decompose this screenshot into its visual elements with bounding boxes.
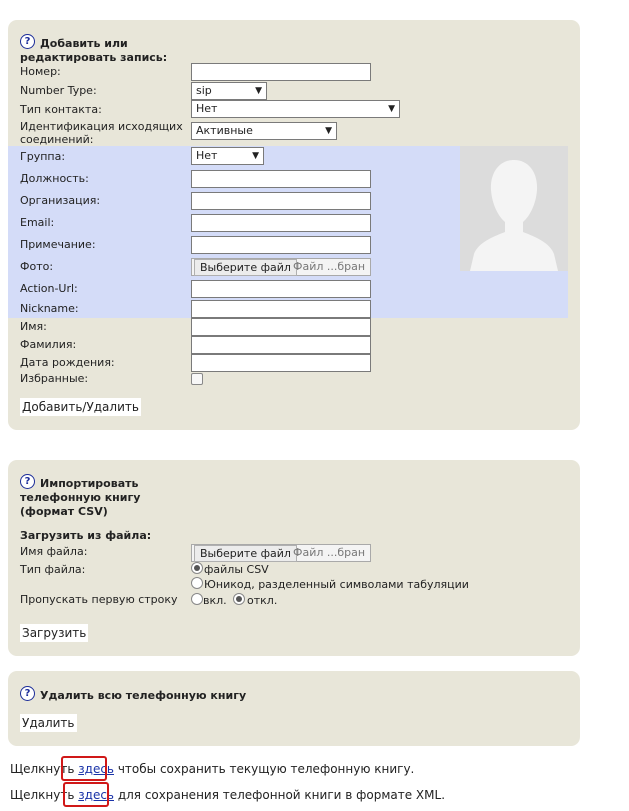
position-input[interactable]	[191, 170, 371, 188]
nickname-label: Nickname:	[20, 302, 79, 315]
email-input[interactable]	[191, 214, 371, 232]
photo-file-input[interactable]	[191, 258, 371, 276]
help-icon[interactable]: ?	[20, 474, 35, 489]
choose-file-button[interactable]: Выберите файл	[194, 259, 297, 276]
add-record-title: Добавить или редактировать запись:	[20, 37, 168, 64]
annotation-highlight-box	[61, 756, 107, 781]
footer-prefix: Щелкнуть	[10, 762, 75, 776]
outgoing-id-label: Идентификация исходящих соединений:	[20, 120, 183, 146]
first-name-input[interactable]	[191, 318, 371, 336]
chevron-down-icon: ▼	[388, 104, 395, 114]
footer-prefix: Щелкнуть	[10, 788, 75, 802]
footer-suffix: чтобы сохранить текущую телефонную книгу.	[117, 762, 415, 776]
footer-suffix: для сохранения телефонной книги в формате XML.	[117, 788, 446, 802]
skip-on-label: вкл.	[203, 594, 227, 607]
file-name-label: Имя файла:	[20, 545, 88, 558]
contact-type-label: Тип контакта:	[20, 103, 102, 116]
last-name-input[interactable]	[191, 336, 371, 354]
skip-off-radio[interactable]	[233, 593, 245, 605]
first-name-label: Имя:	[20, 320, 47, 333]
import-title: Импортировать телефонную книгу (формат CSV)	[20, 477, 141, 518]
organization-label: Организация:	[20, 194, 101, 207]
help-icon[interactable]: ?	[20, 34, 35, 49]
help-icon[interactable]: ?	[20, 686, 35, 701]
contact-photo	[460, 146, 568, 271]
unicode-radio[interactable]	[191, 577, 203, 589]
file-name-text: Файл ...бран	[293, 260, 366, 273]
favorites-checkbox[interactable]	[191, 373, 203, 385]
number-type-select[interactable]	[191, 82, 267, 100]
outgoing-id-select[interactable]	[191, 122, 337, 140]
email-label: Email:	[20, 216, 55, 229]
skip-on-radio[interactable]	[191, 593, 203, 605]
import-subtitle: Загрузить из файла:	[20, 529, 152, 542]
skip-first-row-label: Пропускать первую строку	[20, 593, 178, 606]
file-type-label: Тип файла:	[20, 563, 86, 576]
action-url-label: Action-Url:	[20, 282, 78, 295]
number-label: Номер:	[20, 65, 61, 78]
chevron-down-icon: ▼	[325, 126, 332, 136]
number-type-value: sip	[196, 84, 212, 97]
nickname-input[interactable]	[191, 300, 371, 318]
add-delete-button[interactable]: Добавить/Удалить	[22, 400, 139, 414]
chevron-down-icon: ▼	[252, 151, 259, 161]
note-input[interactable]	[191, 236, 371, 254]
skip-off-label: откл.	[247, 594, 278, 607]
organization-input[interactable]	[191, 192, 371, 210]
delete-title: Удалить всю телефонную книгу	[40, 689, 247, 702]
save-phonebook-link[interactable]: здесь	[78, 762, 114, 776]
outgoing-id-value: Активные	[196, 124, 253, 137]
import-file-input[interactable]	[191, 544, 371, 562]
birthday-input[interactable]	[191, 354, 371, 372]
csv-option-label: файлы CSV	[204, 563, 269, 576]
group-label: Группа:	[20, 150, 66, 163]
choose-file-button[interactable]: Выберите файл	[194, 545, 297, 562]
contact-type-value: Нет	[196, 102, 218, 115]
unicode-option-label: Юникод, разделенный символами табуляции	[204, 578, 469, 591]
annotation-highlight-box	[63, 782, 109, 807]
number-input[interactable]	[191, 63, 371, 81]
position-label: Должность:	[20, 172, 89, 185]
contact-type-select[interactable]	[191, 100, 400, 118]
delete-panel	[8, 671, 580, 746]
group-value: Нет	[196, 149, 218, 162]
photo-label: Фото:	[20, 260, 54, 273]
save-xml-link[interactable]: здесь	[78, 788, 114, 802]
csv-radio[interactable]	[191, 562, 203, 574]
action-url-input[interactable]	[191, 280, 371, 298]
upload-button[interactable]: Загрузить	[22, 626, 87, 640]
group-select[interactable]	[191, 147, 264, 165]
note-label: Примечание:	[20, 238, 96, 251]
chevron-down-icon: ▼	[255, 86, 262, 96]
delete-button[interactable]: Удалить	[22, 716, 75, 730]
file-name-text: Файл ...бран	[293, 546, 366, 559]
number-type-label: Number Type:	[20, 84, 97, 97]
favorites-label: Избранные:	[20, 372, 89, 385]
last-name-label: Фамилия:	[20, 338, 77, 351]
birthday-label: Дата рождения:	[20, 356, 115, 369]
